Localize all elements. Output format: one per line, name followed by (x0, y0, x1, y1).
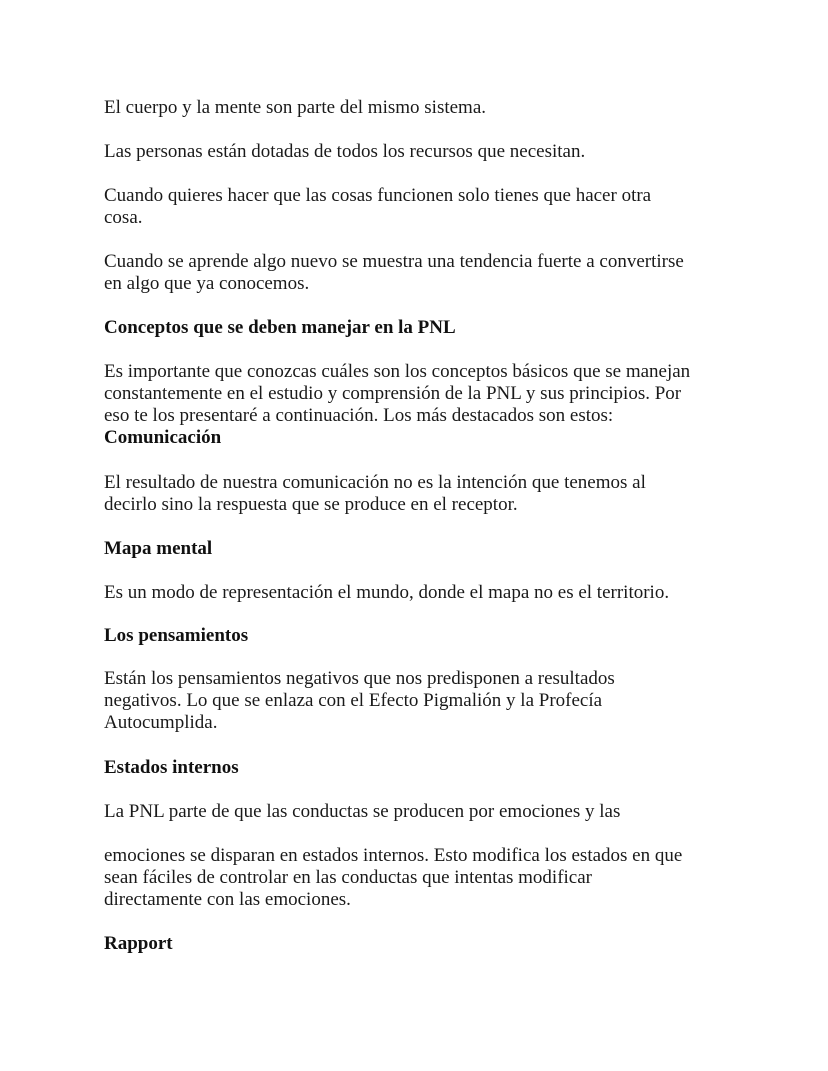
text-line: en algo que ya conocemos. (104, 273, 310, 294)
paragraph-recursos (104, 141, 744, 163)
heading-estados-internos (104, 757, 744, 779)
paragraph-comunicacion (104, 472, 744, 516)
paragraph-emociones (104, 845, 744, 911)
text-line: Es importante que conozcas cuáles son los conceptos básicos que se manejan (104, 361, 691, 382)
heading-pensamientos (104, 625, 744, 647)
text-line: Cuando quieres hacer que las cosas funcionen solo tienes que hacer otra (104, 185, 652, 206)
text-line: Es un modo de representación el mundo, donde el mapa no es el territorio. (104, 582, 670, 603)
text-line: eso te los presentaré a continuación. Los más destacados son estos: (104, 405, 614, 426)
paragraph-aprende (104, 251, 744, 295)
text-line: emociones se disparan en estados internos. Esto modifica los estados en que (104, 845, 683, 866)
text-line: Autocumplida. (104, 712, 218, 733)
heading-mapa-mental (104, 538, 744, 560)
heading-rapport (104, 933, 744, 955)
paragraph-conductas (104, 801, 744, 823)
text-line: cosa. (104, 207, 143, 228)
heading-text: Los pensamientos (104, 625, 249, 646)
text-line: sean fáciles de controlar en las conductas que intentas modificar (104, 867, 592, 888)
text-line: Están los pensamientos negativos que nos predisponen a resultados (104, 668, 615, 689)
paragraph-mapa-mental (104, 582, 744, 604)
paragraph-conceptos-intro (104, 361, 744, 449)
heading-conceptos (104, 317, 744, 339)
text-line: constantemente en el estudio y comprensión de la PNL y sus principios. Por (104, 383, 682, 404)
paragraph-funcionen (104, 185, 744, 229)
heading-text: Rapport (104, 933, 173, 954)
paragraph-pensamientos (104, 668, 744, 734)
text-line: negativos. Lo que se enlaza con el Efecto Pigmalión y la Profecía (104, 690, 603, 711)
text-line: La PNL parte de que las conductas se producen por emociones y las (104, 801, 621, 822)
heading-text: Estados internos (104, 757, 239, 778)
heading-text: Conceptos que se deben manejar en la PNL (104, 317, 456, 338)
heading-comunicacion: Comunicación (104, 427, 222, 448)
text-line: Cuando se aprende algo nuevo se muestra una tendencia fuerte a convertirse (104, 251, 684, 272)
text-line: El resultado de nuestra comunicación no es la intención que tenemos al (104, 472, 646, 493)
text-line: decirlo sino la respuesta que se produce en el receptor. (104, 494, 518, 515)
text-line: Las personas están dotadas de todos los recursos que necesitan. (104, 141, 586, 162)
text-line: El cuerpo y la mente son parte del mismo sistema. (104, 97, 487, 118)
paragraph-cuerpo-mente (104, 97, 744, 119)
text-line: directamente con las emociones. (104, 889, 351, 910)
heading-text: Mapa mental (104, 538, 213, 559)
